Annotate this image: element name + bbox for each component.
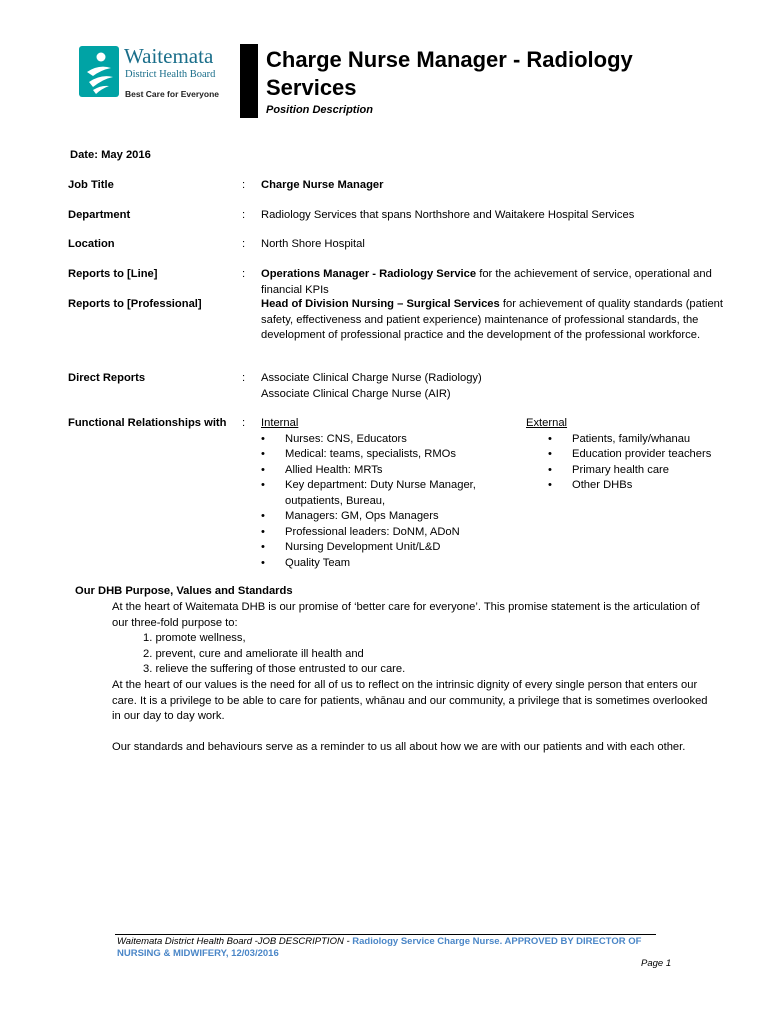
reports-professional-detail: for achievement of quality standards (patient safety, effectiveness and patient experience) maintenance of professional standards, the development of professional practice and the development of the professional workforce. [261,298,724,341]
footer-divider [115,934,656,935]
list-item: 2. prevent, cure and ameliorate ill health and [143,647,364,660]
date: Date: May 2016 [70,149,151,161]
purpose-heading: Our DHB Purpose, Values and Standards [75,585,293,597]
list-item: • Patients, family/whanau [548,432,736,448]
job-title-value: Charge Nurse Manager [261,179,384,191]
purpose-intro: At the heart of Waitemata DHB is our promise of ‘better care for everyone’. This promise statement is the articulation of our three-fold purpose to: [112,601,700,629]
list-item: • Medical: teams, specialists, RMOs [261,447,501,463]
purpose-list [143,631,405,678]
reports-professional-head: Head of Division Nursing – Surgical Services [261,298,500,310]
list-item: 3. relieve the suffering of those entrusted to our care. [143,663,406,675]
list-item: • Education provider teachers [548,447,736,463]
reports-line-label: Reports to [Line] [68,268,158,280]
reports-professional-label: Reports to [Professional] [68,298,202,310]
functional-relationships-label: Functional Relationships with [68,417,227,429]
direct-reports-value [261,371,731,402]
direct-report-item: Associate Clinical Charge Nurse (AIR) [261,387,451,400]
title-bar [240,44,258,118]
dhb-logo-icon [79,46,119,97]
list-item: • Managers: GM, Ops Managers [261,509,501,525]
list-item: • Primary health care [548,463,736,479]
reports-line-detail: for the achievement of service, operational and financial KPIs [261,268,712,296]
list-item: • Professional leaders: DoNM, ADoN [261,525,501,541]
internal-heading: Internal [261,417,299,429]
footer-approval: Radiology Service Charge Nurse. APPROVED BY DIRECTOR OF NURSING & MIDWIFERY, 12/03/2016 [117,936,642,959]
external-heading: External [526,417,568,429]
footer-text [117,936,677,960]
list-item: • Nurses: CNS, Educators [261,432,501,448]
internal-relationships [261,416,501,571]
colon: : [242,179,246,191]
external-relationships [526,416,736,494]
list-item: • Quality Team [261,556,501,572]
colon: : [242,417,246,429]
colon: : [242,209,246,221]
reports-line-manager: Operations Manager - Radiology Service [261,268,477,280]
logo-tagline: Best Care for Everyone [125,89,220,99]
reports-line-value [261,267,731,298]
job-title-label: Job Title [68,179,114,191]
logo-name: Waitemata [124,44,214,68]
page-subtitle: Position Description [266,104,373,116]
list-item: • Allied Health: MRTs [261,463,501,479]
standards-paragraph: Our standards and behaviours serve as a reminder to us all about how we are with our patients and with each other. [112,741,686,753]
colon: : [242,268,246,280]
footer-prefix: Waitemata District Health Board -JOB DESCRIPTION - [117,936,353,947]
logo-subtitle: District Health Board [125,69,216,80]
list-item: • Nursing Development Unit/L&D [261,540,501,556]
location-label: Location [68,238,115,250]
list-item: • Other DHBs [548,478,736,494]
department-value: Radiology Services that spans Northshore and Waitakere Hospital Services [261,209,635,221]
list-item: • Key department: Duty Nurse Manager, outpatients, Bureau, [261,478,501,509]
values-paragraph: At the heart of our values is the need for all of us to reflect on the intrinsic dignity of every single person that enters our care. It is a privilege to be able to care for patients, whānau and our community, a privilege that is sometimes overlooked in our day to day work. [112,679,708,722]
internal-list [261,432,501,572]
location-value: North Shore Hospital [261,238,365,250]
department-label: Department [68,209,131,221]
reports-professional-value [261,297,731,344]
colon: : [242,372,246,384]
direct-reports-label: Direct Reports [68,372,146,384]
page-title: Charge Nurse Manager - Radiology Services [266,47,633,100]
colon: : [242,238,246,250]
page-number: Page 1 [641,958,672,969]
external-list [526,432,736,494]
direct-report-item: Associate Clinical Charge Nurse (Radiology) [261,372,482,384]
list-item: 1. promote wellness, [143,632,246,644]
